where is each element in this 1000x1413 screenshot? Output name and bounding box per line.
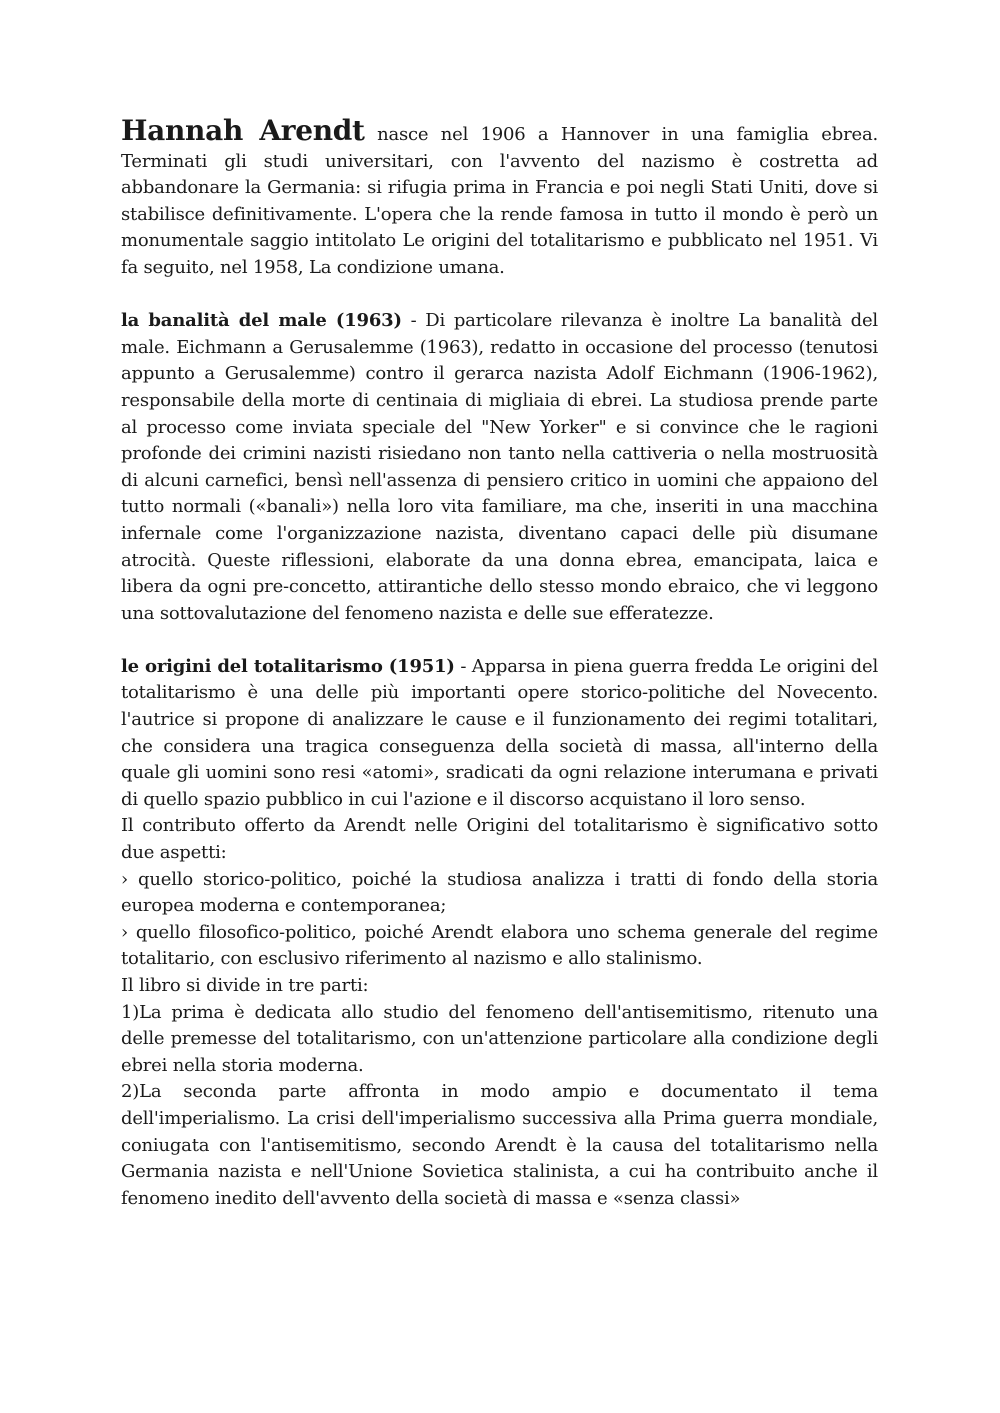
part-two: 2)La seconda parte affronta in modo ampio e documentato il tema dell'imperialismo. La crisi dell'imperialismo successiva alla Prima guerra mondiale, coniugata con l'antisemitismo, secondo Arendt è la causa del totalitarismo nella Germania nazista e nell'Unione Sovietica stalinista, a cui ha contribuito anche il fenomeno inedito dell'avvento della società di massa e «senza classi» <box>121 1081 878 1209</box>
origins-paragraph <box>121 654 878 814</box>
paragraph-gap <box>121 282 878 309</box>
paragraph-gap <box>121 627 878 654</box>
origins-heading: le origini del totalitarismo (1951) <box>121 655 455 677</box>
author-name: Hannah Arendt <box>121 114 365 147</box>
banality-text: - Di particolare rilevanza è inoltre La banalità del male. Eichmann a Gerusalemme (1963), redatto in occasione del processo (tenutosi appunto a Gerusalemme) contro il gerarca nazista Adolf Eichmann (1906-1962), responsabile della morte di centinaia di migliaia di ebrei. La studiosa prende parte al processo come inviata speciale del "New Yorker" e si convince che le ragioni profonde dei crimini nazisti risiedano non tanto nella cattiveria o nella mostruosità di alcuni carnefici, bensì nell'assenza di pensiero critico in uomini che appaiono del tutto normali («banali») nella loro vita familiare, ma che, inseriti in una macchina infernale come l'organizzazione nazista, diventano capaci delle più disumane atrocità. Queste riflessioni, elaborate da una donna ebrea, emancipata, laica e libera da ogni pre-concetto, attirantiche dello stesso mondo ebraico, che vi leggono una sottovalutazione del fenomeno nazista e delle sue efferatezze. <box>121 310 878 624</box>
banality-heading: la banalità del male (1963) <box>121 310 402 332</box>
intro-text: nasce nel 1906 a Hannover in una famiglia ebrea. Terminati gli studi universitari, con l'avvento del nazismo è costretta ad abbandonare la Germania: si rifugia prima in Francia e poi negli Stati Uniti, dove si stabilisce definitivamente. L'opera che la rende famosa in tutto il mondo è però un monumentale saggio intitolato Le origini del totalitarismo e pubblicato nel 1951. Vi fa seguito, nel 1958, La condizione umana. <box>121 124 878 278</box>
document-page <box>121 114 879 1212</box>
contribution-paragraph: Il contributo offerto da Arendt nelle Origini del totalitarismo è significativo sotto due aspetti: <box>121 815 878 864</box>
banality-paragraph <box>121 308 878 627</box>
parts-intro: Il libro si divide in tre parti: <box>121 975 369 996</box>
aspect-philosophical: › quello filosofico-politico, poiché Arendt elabora uno schema generale del regime totalitario, con esclusivo riferimento al nazismo e allo stalinismo. <box>121 921 878 970</box>
part-one: 1)La prima è dedicata allo studio del fenomeno dell'antisemitismo, ritenuto una delle premesse del totalitarismo, con un'attenzione particolare alla condizione degli ebrei nella storia moderna. <box>121 1001 878 1076</box>
origins-text: - Apparsa in piena guerra fredda Le origini del totalitarismo è una delle più importanti opere storico-politiche del Novecento. l'autrice si propone di analizzare le cause e il funzionamento dei regimi totalitari, che considera una tragica conseguenza della società di massa, all'interno della quale gli uomini sono resi «atomi», sradicati da ogni relazione interumana e privati di quello spazio pubblico in cui l'azione e il discorso acquistano il loro senso. <box>121 655 879 810</box>
aspect-historical: › quello storico-politico, poiché la studiosa analizza i tratti di fondo della storia europea moderna e contemporanea; <box>121 868 878 917</box>
intro-paragraph <box>121 114 878 282</box>
